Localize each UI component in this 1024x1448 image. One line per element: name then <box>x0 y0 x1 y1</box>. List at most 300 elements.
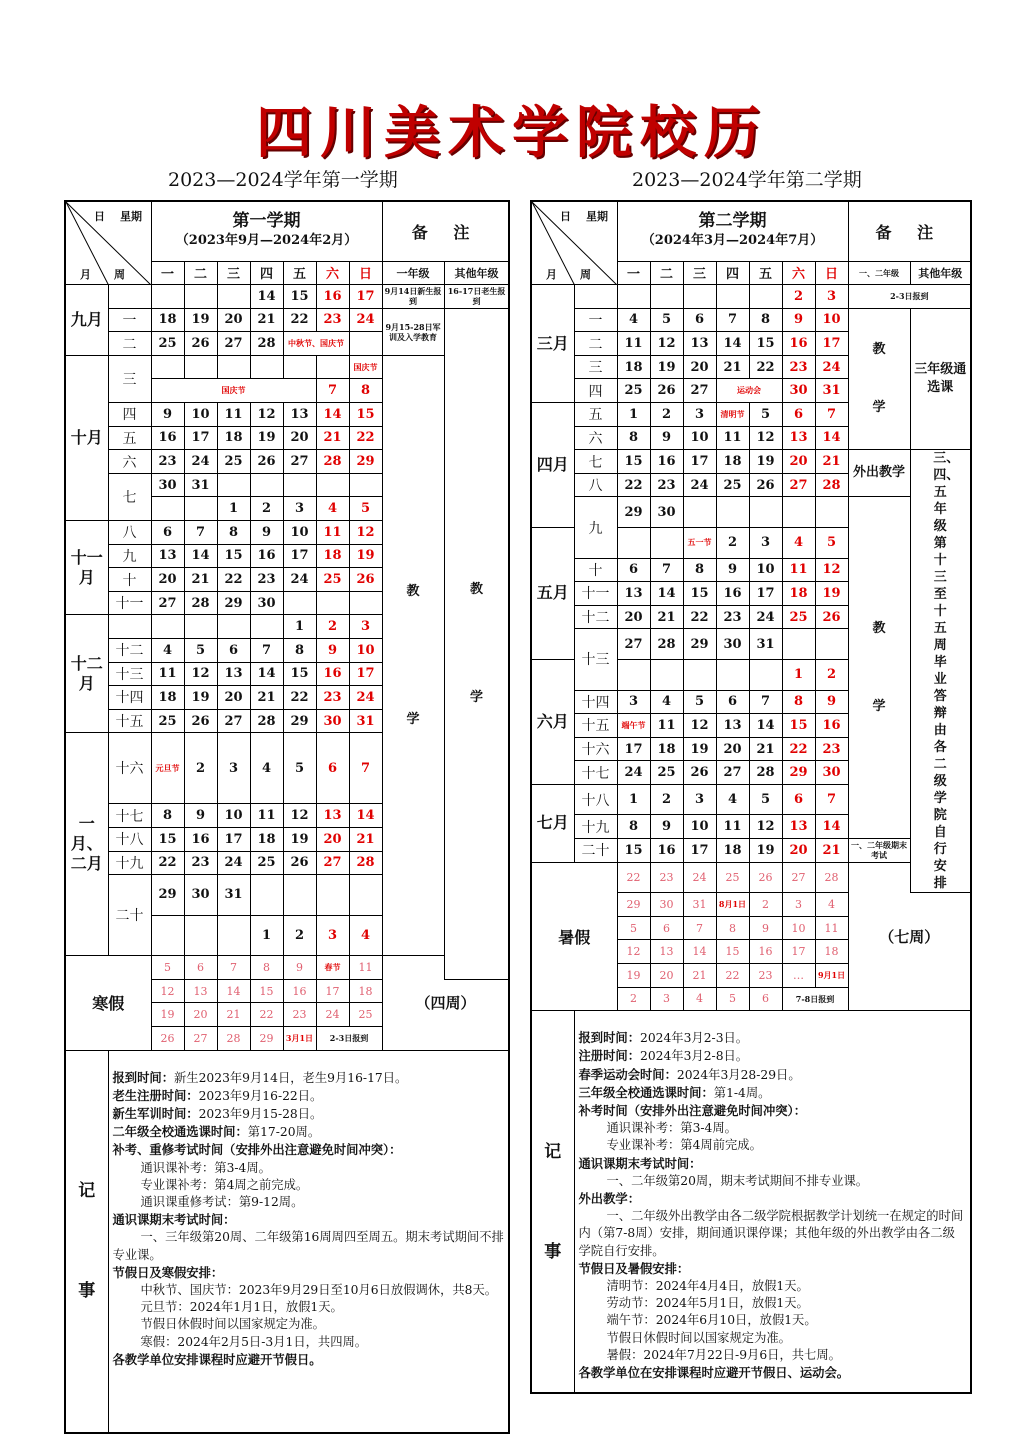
winter-break-weeks: （四周） <box>382 956 509 1050</box>
week-number: 七 <box>574 450 617 474</box>
weekday-header: 三 <box>217 261 250 285</box>
notes-line: 中秋节、国庆节：2023年9月29日至10月6日放假调休，共8天。 <box>140 1282 498 1297</box>
notes-line <box>113 1264 505 1282</box>
date-cell: 27 <box>283 450 316 474</box>
date-cell: 13 <box>782 815 815 839</box>
date-cell <box>617 528 650 559</box>
note-cell: 9月14日新生报到 <box>382 285 444 309</box>
date-cell: 26 <box>683 761 716 785</box>
date-cell: 21 <box>184 568 217 592</box>
date-cell: 27 <box>316 851 349 875</box>
date-cell: 20 <box>782 450 815 474</box>
date-cell: 12 <box>749 815 782 839</box>
break-date: 13 <box>184 979 217 1003</box>
notes-line <box>113 1351 505 1369</box>
date-cell: 20 <box>316 827 349 851</box>
break-date: 15 <box>250 979 283 1003</box>
break-date: 24 <box>316 1003 349 1027</box>
date-cell: 7 <box>316 379 349 403</box>
notes-line: 寒假：2024年2月5日-3月1日，共四周。 <box>140 1334 368 1349</box>
date-cell: 29 <box>151 875 184 916</box>
notes-line-text: 2024年3月2-3日。 <box>640 1031 749 1046</box>
week-number: 十二 <box>574 605 617 629</box>
date-cell: 6 <box>151 521 184 545</box>
break-date: 11 <box>815 916 848 940</box>
date-cell <box>683 659 716 690</box>
date-cell: 11 <box>716 426 749 450</box>
date-cell: 9 <box>184 804 217 828</box>
date-cell <box>217 285 250 309</box>
date-cell: 10 <box>283 521 316 545</box>
week-number <box>574 285 617 309</box>
break-date: 28 <box>217 1026 250 1050</box>
date-cell: 2 <box>815 659 848 690</box>
date-cell: 14 <box>815 426 848 450</box>
notes-line-text: 2023年9月15-28日。 <box>198 1106 323 1121</box>
notes-side-label: 记 事 <box>65 1050 108 1433</box>
week-number: 十九 <box>108 851 151 875</box>
break-date: 22 <box>250 1003 283 1027</box>
date-cell <box>283 473 316 497</box>
date-cell: 21 <box>349 827 382 851</box>
date-cell <box>683 285 716 309</box>
break-date: 2 <box>617 987 650 1011</box>
break-date: 7 <box>683 916 716 940</box>
break-date: 6 <box>650 916 683 940</box>
break-date: 20 <box>184 1003 217 1027</box>
week-number: 一 <box>108 308 151 332</box>
date-cell: 20 <box>217 686 250 710</box>
date-cell <box>716 497 749 528</box>
date-cell: 4 <box>250 733 283 804</box>
date-cell: 28 <box>316 450 349 474</box>
date-cell: 3 <box>617 690 650 714</box>
notes-line <box>579 1084 967 1102</box>
date-cell: 31 <box>184 473 217 497</box>
date-cell: 2 <box>716 528 749 559</box>
break-date: 15 <box>716 940 749 964</box>
month-label: 五月 <box>531 528 574 660</box>
date-cell: 27 <box>217 332 250 356</box>
month-label: 四月 <box>531 403 574 528</box>
date-cell <box>683 497 716 528</box>
date-cell: 5 <box>749 784 782 815</box>
date-cell: 5 <box>749 403 782 427</box>
week-number <box>108 285 151 309</box>
notes-line-heading: 新生军训时间： <box>112 1105 199 1121</box>
notes-line <box>579 1047 967 1065</box>
date-cell: 19 <box>250 426 283 450</box>
notes-line: 通识课重修考试：第9-12周。 <box>140 1194 304 1209</box>
date-cell: 8 <box>283 639 316 663</box>
date-cell: 28 <box>250 709 283 733</box>
summer-break-label: 暑假 <box>531 862 617 1011</box>
date-cell: 3 <box>349 615 382 639</box>
notes-col-grade12: 一、二年级 <box>848 261 910 285</box>
notes-line-text: 第1-4周。 <box>713 1085 771 1100</box>
notes-line: 通识课补考：第3-4周。 <box>606 1121 737 1136</box>
date-cell: 19 <box>815 582 848 606</box>
date-cell: 12 <box>683 714 716 738</box>
semester-2-subtitle: 2023—2024学年第二学期 <box>632 169 862 191</box>
diag-week-label: 星期 <box>586 210 608 223</box>
break-date: 18 <box>349 979 382 1003</box>
date-cell: 21 <box>815 839 848 863</box>
date-cell: 15 <box>349 403 382 427</box>
date-cell: 6 <box>683 308 716 332</box>
weekday-header: 四 <box>716 261 749 285</box>
date-cell: 26 <box>815 605 848 629</box>
header-diagonal-cell <box>65 201 151 285</box>
date-cell: 27 <box>782 473 815 497</box>
date-cell: 15 <box>617 839 650 863</box>
break-date: 30 <box>650 893 683 917</box>
date-cell: 11 <box>151 662 184 686</box>
date-cell: 23 <box>250 568 283 592</box>
date-cell: 21 <box>250 308 283 332</box>
date-cell <box>316 355 349 379</box>
date-cell: 20 <box>782 839 815 863</box>
break-date: 11 <box>349 956 382 980</box>
date-cell <box>650 528 683 559</box>
date-cell: 13 <box>617 582 650 606</box>
notes-line <box>579 1260 967 1278</box>
notes-line: 一、二年级外出教学由各二级学院根据教学计划统一在规定的时间内（第7-8周）安排，期间通识课停课；其他年级的外出教学由各二级学院自行安排。 <box>578 1209 964 1258</box>
date-cell: 2 <box>250 497 283 521</box>
date-cell: 23 <box>316 308 349 332</box>
date-cell: 13 <box>683 332 716 356</box>
date-cell: 2 <box>650 403 683 427</box>
date-cell: 1 <box>217 497 250 521</box>
notes-header: 备 注 <box>382 201 509 261</box>
date-cell <box>617 659 650 690</box>
break-date: 6 <box>184 956 217 980</box>
date-cell <box>316 473 349 497</box>
notes-line <box>113 1105 505 1123</box>
date-cell: 11 <box>250 804 283 828</box>
break-date: 2 <box>749 893 782 917</box>
date-cell: 27 <box>683 379 716 403</box>
date-cell: 23 <box>650 473 683 497</box>
date-cell: 16 <box>184 827 217 851</box>
date-cell: 2 <box>184 733 217 804</box>
date-cell: 14 <box>716 332 749 356</box>
holiday-label: 运动会 <box>716 379 782 403</box>
date-cell <box>815 629 848 660</box>
notes-line <box>579 1029 967 1047</box>
date-cell: 17 <box>815 332 848 356</box>
date-cell: 24 <box>617 761 650 785</box>
date-cell: 11 <box>650 714 683 738</box>
date-cell: 10 <box>749 558 782 582</box>
notes-line: 劳动节：2024年5月1日，放假1天。 <box>606 1296 809 1311</box>
week-number: 七 <box>108 473 151 520</box>
date-cell <box>151 497 184 521</box>
break-date: 8 <box>716 916 749 940</box>
date-cell: 29 <box>617 497 650 528</box>
date-cell: 11 <box>782 558 815 582</box>
week-number: 一 <box>574 308 617 332</box>
week-number: 四 <box>108 403 151 427</box>
date-cell: 9 <box>815 690 848 714</box>
break-date: 5 <box>716 987 749 1011</box>
notes-line <box>113 1211 505 1229</box>
date-cell: 6 <box>217 639 250 663</box>
date-cell: 22 <box>349 426 382 450</box>
week-number: 三 <box>574 355 617 379</box>
date-cell: 24 <box>349 686 382 710</box>
date-cell: 5 <box>683 690 716 714</box>
week-number: 三 <box>108 355 151 402</box>
date-cell <box>250 355 283 379</box>
date-cell: 2 <box>650 784 683 815</box>
date-cell <box>250 473 283 497</box>
weekday-header: 五 <box>283 261 316 285</box>
date-cell: 7 <box>815 403 848 427</box>
break-date: 9 <box>283 956 316 980</box>
break-date: 29 <box>617 893 650 917</box>
date-cell: 4 <box>349 915 382 956</box>
holiday-label: 国庆节 <box>349 355 382 379</box>
date-cell: 24 <box>217 851 250 875</box>
week-number <box>108 615 151 639</box>
notes-line <box>579 1102 967 1120</box>
diag-zhou-label: 周 <box>580 268 591 281</box>
date-cell: 18 <box>716 839 749 863</box>
note-vertical <box>910 450 971 893</box>
date-cell: 3 <box>683 784 716 815</box>
date-cell: 2 <box>782 285 815 309</box>
date-cell: 28 <box>349 851 382 875</box>
break-date: 4 <box>683 987 716 1011</box>
notes-line-heading: 各教学单位安排课程时应避开节假日。 <box>112 1351 322 1367</box>
date-cell: 27 <box>617 629 650 660</box>
semester-range: （2023年9月—2024年2月） <box>175 233 358 249</box>
date-cell: 4 <box>316 497 349 521</box>
break-date: 10 <box>782 916 815 940</box>
weekday-header: 一 <box>617 261 650 285</box>
semester-1-notes <box>108 1050 509 1433</box>
date-cell: 18 <box>650 737 683 761</box>
date-cell: 24 <box>749 605 782 629</box>
date-cell: 10 <box>683 426 716 450</box>
weekday-header: 四 <box>250 261 283 285</box>
date-cell: 25 <box>151 709 184 733</box>
semester-range: （2024年3月—2024年7月） <box>641 233 824 249</box>
holiday-label: 五一节 <box>683 528 716 559</box>
date-cell: 13 <box>217 662 250 686</box>
date-cell: 22 <box>782 737 815 761</box>
date-cell: 10 <box>815 308 848 332</box>
date-cell: 28 <box>184 591 217 615</box>
holiday-label: 春节 <box>316 956 349 980</box>
date-cell: 4 <box>716 784 749 815</box>
week-number: 十三 <box>574 629 617 690</box>
date-cell: 18 <box>250 827 283 851</box>
date-cell: 15 <box>283 662 316 686</box>
date-cell: 28 <box>815 473 848 497</box>
notes-line: 通识课补考：第3-4周。 <box>140 1160 271 1175</box>
date-cell: 7 <box>650 558 683 582</box>
break-date: 14 <box>217 979 250 1003</box>
date-cell: 30 <box>151 473 184 497</box>
date-cell: 27 <box>151 591 184 615</box>
date-cell: 15 <box>749 332 782 356</box>
date-cell: 8 <box>151 804 184 828</box>
date-cell: 23 <box>716 605 749 629</box>
notes-line <box>113 1087 505 1105</box>
notes-col-other: 其他年级 <box>444 261 509 285</box>
date-cell: 7 <box>349 733 382 804</box>
week-number: 十六 <box>574 737 617 761</box>
notes-line: 专业课补考：第4周之前完成。 <box>140 1177 309 1192</box>
break-date: 29 <box>250 1026 283 1050</box>
date-cell: 28 <box>749 761 782 785</box>
date-cell: 14 <box>749 714 782 738</box>
date-cell <box>349 591 382 615</box>
date-cell: 6 <box>782 784 815 815</box>
date-cell: 26 <box>283 851 316 875</box>
date-cell: 8 <box>749 308 782 332</box>
date-cell: 31 <box>349 709 382 733</box>
date-cell: 3 <box>316 915 349 956</box>
break-date: 20 <box>650 964 683 988</box>
week-number: 六 <box>574 426 617 450</box>
break-date: 3 <box>782 893 815 917</box>
date-cell: 29 <box>683 629 716 660</box>
date-cell: 20 <box>151 568 184 592</box>
date-cell <box>650 659 683 690</box>
date-cell: 6 <box>316 733 349 804</box>
week-number: 十二 <box>108 639 151 663</box>
week-number: 十九 <box>574 815 617 839</box>
date-cell <box>151 615 184 639</box>
date-cell: 17 <box>349 285 382 309</box>
week-number: 十一 <box>108 591 151 615</box>
semester-header-title: 第二学期 <box>698 211 767 232</box>
date-cell <box>250 615 283 639</box>
holiday-label: 清明节 <box>716 403 749 427</box>
notes-line: 节假日休假时间以国家规定为准。 <box>140 1317 325 1332</box>
date-cell <box>217 615 250 639</box>
notes-line-heading: 补考、重修考试时间（安排外出注意避免时间冲突）： <box>112 1142 402 1158</box>
notes-line-text: 2023年9月16-22日。 <box>198 1088 323 1103</box>
date-cell: 18 <box>716 450 749 474</box>
date-cell: 16 <box>316 662 349 686</box>
date-cell: 14 <box>316 403 349 427</box>
break-date: 16 <box>749 940 782 964</box>
week-number: 五 <box>108 426 151 450</box>
date-cell: 30 <box>316 709 349 733</box>
date-cell: 12 <box>749 426 782 450</box>
notes-line-heading: 补考时间（安排外出注意避免时间冲突）： <box>578 1103 806 1119</box>
date-cell: 17 <box>683 839 716 863</box>
notes-line: 清明节：2024年4月4日，放假1天。 <box>606 1279 809 1294</box>
week-number: 八 <box>574 473 617 497</box>
date-cell <box>650 285 683 309</box>
report-note: 7-8日报到 <box>782 987 848 1011</box>
week-number: 六 <box>108 450 151 474</box>
note-cell: 9月15-28日军训及入学教育 <box>382 308 444 355</box>
date-cell: 22 <box>217 568 250 592</box>
date-cell: 30 <box>815 761 848 785</box>
break-date: 18 <box>815 940 848 964</box>
date-cell: 13 <box>782 426 815 450</box>
date-cell: 5 <box>349 497 382 521</box>
date-cell: 12 <box>184 662 217 686</box>
break-date: 23 <box>650 862 683 893</box>
weekday-header: 五 <box>749 261 782 285</box>
date-cell: 9 <box>650 815 683 839</box>
month-label: 三月 <box>531 285 574 403</box>
date-cell: 1 <box>782 659 815 690</box>
date-cell: 9 <box>782 308 815 332</box>
date-cell: 8 <box>617 426 650 450</box>
date-cell: 19 <box>749 450 782 474</box>
date-cell: 23 <box>184 851 217 875</box>
date-cell <box>151 285 184 309</box>
notes-line-heading: 春季运动会时间： <box>578 1066 677 1082</box>
date-cell: 30 <box>716 629 749 660</box>
date-cell: 22 <box>617 473 650 497</box>
date-cell <box>184 497 217 521</box>
date-cell <box>184 615 217 639</box>
note-teaching: 教 学 <box>382 355 444 955</box>
date-cell: 4 <box>650 690 683 714</box>
note-teaching: 教 学 <box>444 308 509 979</box>
date-cell: 3 <box>815 285 848 309</box>
break-date: 22 <box>617 862 650 893</box>
date-cell <box>184 355 217 379</box>
date-cell: 7 <box>184 521 217 545</box>
date-cell: 20 <box>617 605 650 629</box>
week-number: 十七 <box>574 761 617 785</box>
date-cell: 21 <box>716 355 749 379</box>
date-cell: 17 <box>184 426 217 450</box>
date-cell: 25 <box>217 450 250 474</box>
break-date: 23 <box>749 964 782 988</box>
date-cell: 23 <box>151 450 184 474</box>
break-date: 26 <box>749 862 782 893</box>
note-cell: 16-17日老生报到 <box>444 285 509 309</box>
date-cell: 22 <box>683 605 716 629</box>
date-cell: 23 <box>815 737 848 761</box>
date-cell <box>217 355 250 379</box>
date-cell: 13 <box>316 804 349 828</box>
diag-day-label: 日 <box>560 210 571 223</box>
notes-line <box>113 1069 505 1087</box>
date-cell <box>349 473 382 497</box>
break-date: 3 <box>650 987 683 1011</box>
date-cell: 12 <box>349 521 382 545</box>
week-number: 十六 <box>108 733 151 804</box>
month-label: 一月、二月 <box>65 733 108 956</box>
break-date: 17 <box>316 979 349 1003</box>
break-date: 26 <box>151 1026 184 1050</box>
date-cell: 1 <box>617 784 650 815</box>
weekday-header: 一 <box>151 261 184 285</box>
date-cell: 2 <box>316 615 349 639</box>
date-cell: 5 <box>283 733 316 804</box>
break-date: 21 <box>683 964 716 988</box>
break-date: 17 <box>782 940 815 964</box>
date-cell: 8 <box>349 379 382 403</box>
date-cell: 1 <box>250 915 283 956</box>
month-label: 十二月 <box>65 615 108 733</box>
date-cell: 12 <box>815 558 848 582</box>
date-cell <box>151 355 184 379</box>
date-cell: 25 <box>782 605 815 629</box>
